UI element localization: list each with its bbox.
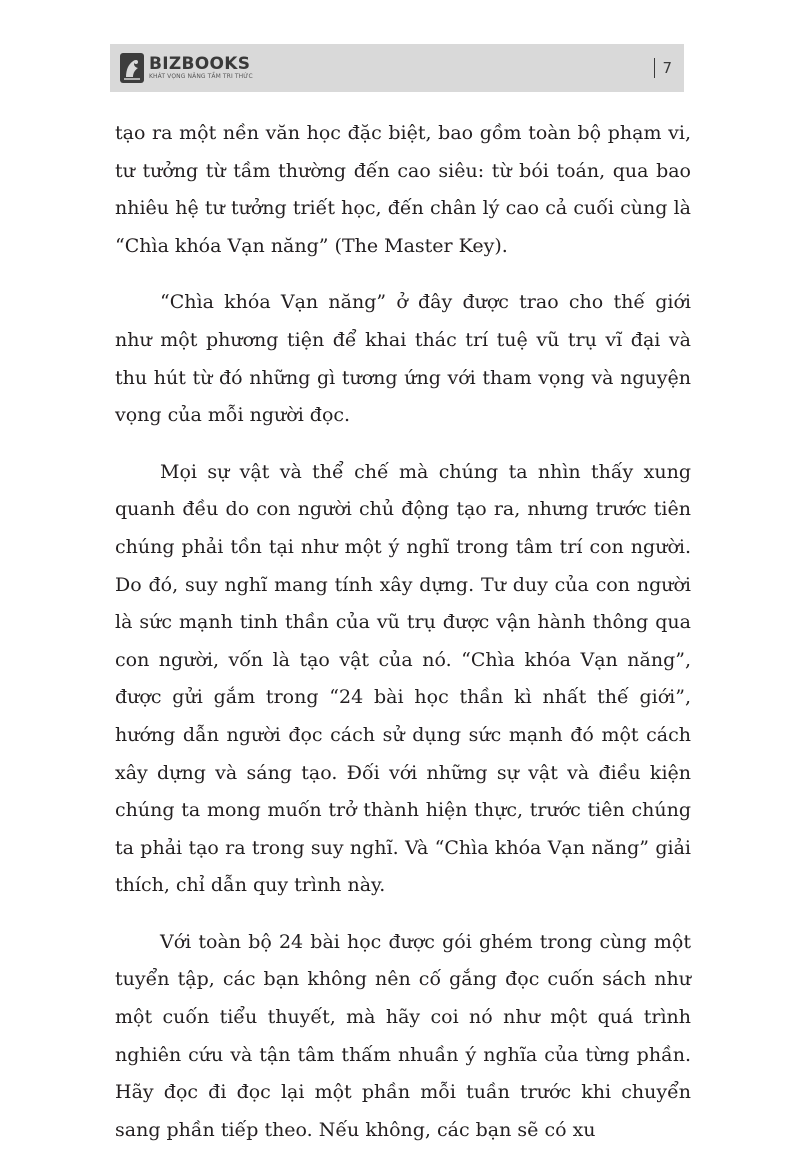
paragraph: Với toàn bộ 24 bài học được gói ghém trong cùng một tuyển tập, các bạn không nên cố gắng đọc cuốn sách như một cuốn tiểu thuyết, mà hãy coi nó như một quá trình nghiên cứu và tận tâm thấm nhuần ý nghĩa của từng phần. Hãy đọc đi đọc lại một phần mỗi tuần trước khi chuyển sang phần tiếp theo. Nếu không, các bạn sẽ có xu (115, 930, 691, 1141)
bizbooks-logo-icon (120, 53, 144, 83)
page-body (115, 115, 691, 1168)
page-header (110, 44, 684, 92)
paragraph: tạo ra một nền văn học đặc biệt, bao gồm toàn bộ phạm vi, tư tưởng từ tầm thường đến cao siêu: từ bói toán, qua bao nhiêu hệ tư tưởng triết học, đến chân lý cao cả cuối cùng là “Chìa khóa Vạn năng” (The Master Key). (115, 122, 691, 257)
page-number-divider (654, 58, 655, 78)
page-number: 7 (662, 59, 672, 77)
paragraph: “Chìa khóa Vạn năng” ở đây được trao cho thế giới như một phương tiện để khai thác trí tuệ vũ trụ vĩ đại và thu hút từ đó những gì tương ứng với tham vọng và nguyện vọng của mỗi người đọc. (115, 291, 691, 427)
paragraph: Mọi sự vật và thể chế mà chúng ta nhìn thấy xung quanh đều do con người chủ động tạo ra, nhưng trước tiên chúng phải tồn tại như một ý nghĩ trong tâm trí con người. Do đó, suy nghĩ mang tính xây dựng. Tư duy của con người là sức mạnh tinh thần của vũ trụ được vận hành thông qua con người, vốn là tạo vật của nó. “Chìa khóa Vạn năng”, được gửi gắm trong “24 bài học thần kì nhất thế giới”, hướng dẫn người đọc cách sử dụng sức mạnh đó một cách xây dựng và sáng tạo. Đối với những sự vật và điều kiện chúng ta mong muốn trở thành hiện thực, trước tiên chúng ta phải tạo ra trong suy nghĩ. Và “Chìa khóa Vạn năng” giải thích, chỉ dẫn quy trình này. (115, 460, 691, 897)
brand-tagline: KHÁT VỌNG NÂNG TẦM TRI THỨC (149, 73, 253, 80)
publisher-logo (120, 49, 253, 87)
brand-name: BIZBOOKS (149, 54, 251, 74)
page-number-area (654, 56, 672, 80)
